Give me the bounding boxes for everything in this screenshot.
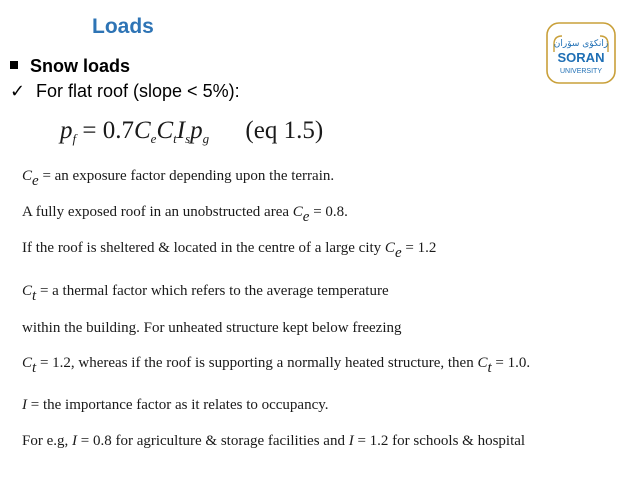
var-sub: e	[32, 173, 39, 189]
line-value: = 1.2	[401, 240, 437, 256]
var-sub: t	[487, 360, 492, 376]
definition-text: = a thermal factor which refers to the average temperature	[36, 283, 389, 299]
var-c: C	[22, 168, 33, 184]
var-i: I	[348, 433, 354, 449]
exposed-roof-line	[22, 204, 348, 226]
line-value: = 0.8.	[309, 204, 348, 220]
var-i: I	[72, 433, 77, 449]
bullet-flat-roof	[10, 81, 240, 102]
eq-coefficient: = 0.7	[82, 117, 134, 144]
definition-ct	[22, 283, 389, 305]
eq-is-sub: s	[185, 131, 191, 146]
definition-i	[22, 397, 329, 414]
eq-pg: p	[190, 117, 203, 144]
definition-ce	[22, 168, 334, 190]
bullet-snow-loads-text: Snow loads	[30, 56, 131, 76]
line-text: For e.g,	[22, 433, 72, 449]
soran-university-logo	[546, 22, 616, 84]
line-text: = 1.2 for schools & hospital	[353, 433, 526, 449]
line-text: = 0.8 for agriculture & storage facilities and	[77, 433, 349, 449]
unheated-structure-line	[22, 320, 401, 337]
equation-number: (eq 1.5)	[245, 117, 324, 144]
var-c: C	[22, 355, 33, 371]
eq-ct: C	[156, 117, 174, 144]
var-c: C	[477, 355, 488, 371]
var-sub: e	[394, 245, 402, 261]
eq-is: I	[176, 117, 186, 144]
bullet-snow-loads	[10, 56, 130, 77]
snow-load-equation	[60, 117, 323, 147]
square-bullet-icon	[10, 61, 18, 69]
line-text: within the building. For unheated structure kept below freezing	[22, 320, 402, 336]
eq-p-sub: f	[72, 131, 77, 146]
bullet-flat-roof-text: For flat roof (slope < 5%):	[36, 81, 240, 101]
line-text: A fully exposed roof in an unobstructed area	[22, 204, 293, 220]
eq-ce-sub: e	[150, 131, 157, 146]
var-c: C	[292, 204, 303, 220]
line-text: If the roof is sheltered & located in the centre of a large city	[22, 240, 385, 256]
importance-examples-line	[22, 433, 525, 450]
eq-p: p	[60, 117, 73, 144]
line-text: = 1.2, whereas if the roof is supporting a normally heated structure, then	[36, 355, 478, 371]
logo-name: SORAN	[557, 50, 605, 65]
var-sub: e	[302, 209, 310, 225]
var-c: C	[22, 283, 33, 299]
ct-values-line	[22, 355, 530, 377]
logo-arabic-text: زانكۆی سۆران	[553, 39, 609, 49]
slide-title: Loads	[92, 15, 154, 38]
definition-text: = the importance factor as it relates to occupancy.	[27, 397, 329, 413]
var-c: C	[384, 240, 395, 256]
line-value: = 1.0.	[491, 355, 531, 371]
logo-subtitle: UNIVERSITY	[559, 68, 603, 75]
eq-pg-sub: g	[202, 131, 210, 146]
var-sub: t	[32, 360, 37, 376]
var-sub: t	[32, 288, 37, 304]
var-i: I	[22, 397, 27, 413]
sheltered-roof-line	[22, 240, 436, 262]
eq-ct-sub: t	[173, 131, 177, 146]
eq-ce: C	[133, 117, 151, 144]
checkmark-icon: ✓	[10, 81, 26, 101]
definition-text: = an exposure factor depending upon the terrain.	[38, 168, 335, 184]
